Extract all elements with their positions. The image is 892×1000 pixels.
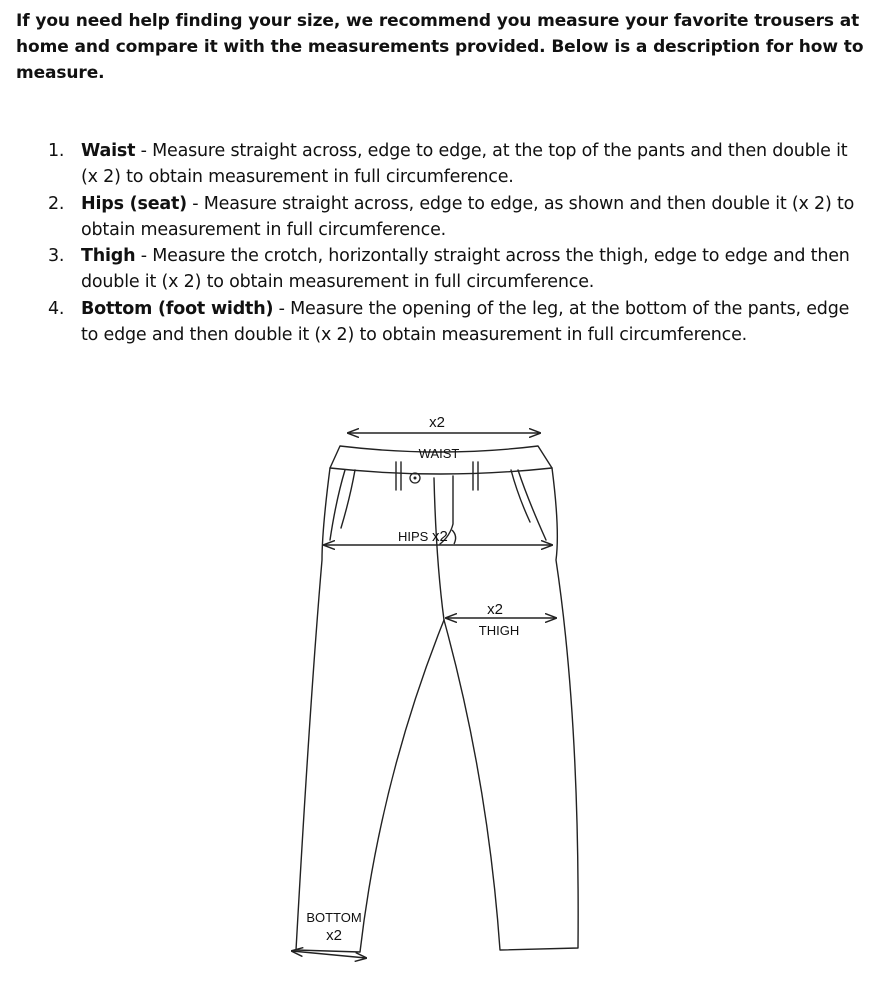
hips-leader (452, 530, 456, 544)
trousers-outline (296, 446, 578, 952)
step-item (48, 296, 868, 349)
step-number: 3. (48, 246, 65, 267)
trousers-measurement-diagram (0, 395, 892, 995)
waist-label: WAIST (418, 446, 460, 461)
step-term: Thigh (81, 246, 136, 267)
thigh-multiplier: x2 (487, 601, 503, 618)
measurement-arrows (292, 433, 556, 958)
intro-text: If you need help finding your size, we recommend you measure your favorite trousers at home and compare it with the measurements provided. Below is a description for how to measure. (16, 11, 864, 83)
step-number: 2. (48, 193, 65, 214)
step-number: 1. (48, 141, 65, 161)
step-text: - Measure the crotch, horizontally straight across the thigh, edge to edge and then double it (x 2) to obtain measurement in full circumference. (81, 246, 850, 293)
button-icon (410, 473, 420, 483)
step-item (48, 191, 868, 244)
belt-loop (396, 462, 401, 490)
step-text: - Measure the opening of the leg, at the bottom of the pants, edge to edge and then double it (x 2) to obtain measurement in full circumference. (81, 298, 850, 346)
step-item (48, 243, 868, 296)
bottom-multiplier: x2 (326, 927, 342, 944)
measurement-steps (48, 138, 868, 348)
step-text: - Measure straight across, edge to edge, at the top of the pants and then double it (x 2) to obtain measurement in full circumference. (81, 141, 848, 188)
right-leg (444, 468, 578, 950)
left-pocket (330, 470, 345, 540)
step-number: 4. (48, 298, 65, 319)
thigh-label: THIGH (478, 623, 520, 638)
waist-multiplier: x2 (429, 414, 445, 431)
belt-loop (473, 462, 478, 490)
hips-multiplier: x2 (432, 528, 448, 545)
step-term: Bottom (foot width) (81, 298, 274, 319)
step-item (48, 138, 868, 191)
hips-label: HIPS (398, 529, 429, 544)
step-text: - Measure straight across, edge to edge, as shown and then double it (x 2) to obtain measurement in full circumference. (81, 193, 855, 240)
step-term: Waist (81, 141, 136, 161)
bottom-label: BOTTOM (306, 910, 362, 925)
step-term: Hips (seat) (81, 193, 187, 214)
fly-seam (434, 478, 444, 620)
